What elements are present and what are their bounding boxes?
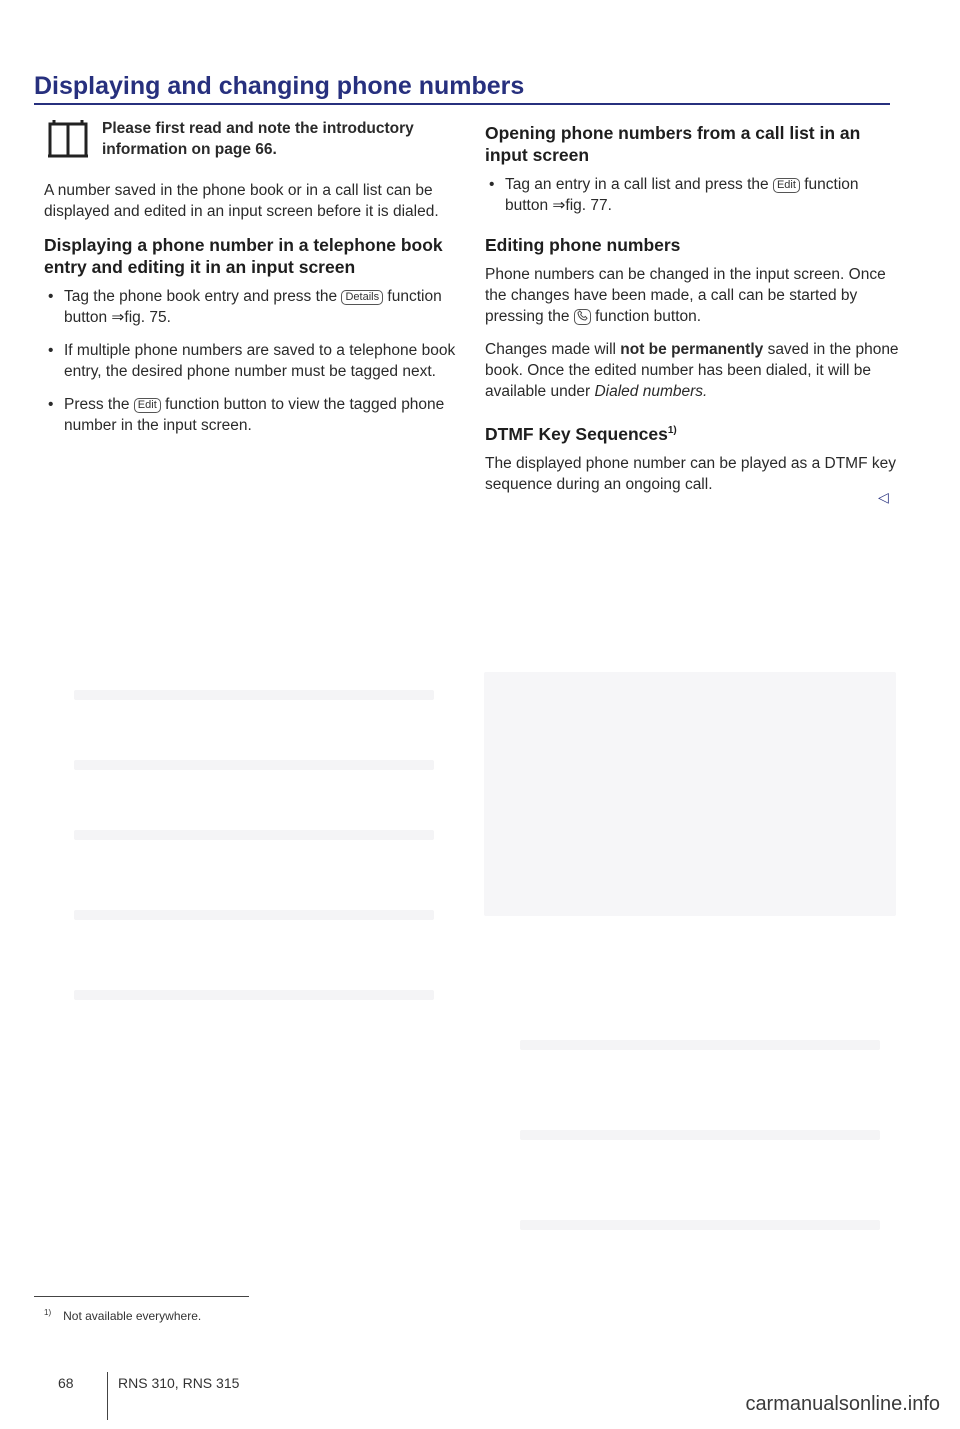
list-item-text: Tag the phone book entry and press the (64, 288, 338, 305)
paragraph (485, 264, 903, 327)
bleed-through-area (74, 690, 434, 700)
bleed-through-area (74, 990, 434, 1000)
note-box (44, 118, 462, 160)
bleed-through-area (520, 1220, 880, 1230)
footnote-text: Not available everywhere. (63, 1309, 202, 1323)
paragraph-text: saved in the phone book. Once the edited number has been dialed, it will be available under (485, 341, 899, 400)
page-title: Displaying and changing phone numbers (34, 72, 525, 100)
edit-key: Edit (134, 398, 161, 413)
list-item (44, 394, 462, 436)
book-icon (44, 120, 92, 160)
paragraph: The displayed phone number can be played as a DTMF key sequence during an ongoing call. (485, 454, 896, 493)
paragraph-text: Changes made will (485, 341, 616, 358)
list-item (485, 174, 903, 216)
list-item-text: function button ⇒fig. 75. (64, 288, 442, 326)
edit-key: Edit (773, 178, 800, 193)
list-item-text: function button to view the tagged phone number in the input screen. (64, 396, 445, 434)
left-column (44, 118, 462, 448)
footnote-ref: 1) (667, 425, 677, 436)
section-heading: Editing phone numbers (485, 235, 681, 255)
list-item-text: If multiple phone numbers are saved to a telephone book entry, the desired phone number must be tagged next. (64, 342, 456, 380)
list-item-text: function button ⇒fig. 77. (505, 176, 859, 214)
bleed-through-area (520, 1130, 880, 1140)
footnote-marker: 1) (44, 1308, 52, 1317)
footnote-rule (34, 1296, 249, 1297)
footnote (44, 1308, 201, 1323)
paragraph (485, 339, 903, 402)
bleed-through-area (74, 830, 434, 840)
section-heading: Opening phone numbers from a call list in an input screen (485, 123, 861, 165)
page-number: 68 (58, 1375, 74, 1391)
end-of-section-icon: ◁ (878, 489, 889, 505)
right-column (485, 118, 903, 507)
phone-icon (574, 309, 591, 325)
bleed-through-area (74, 760, 434, 770)
list-item (44, 286, 462, 328)
section-heading (485, 420, 903, 445)
heading-text: DTMF Key Sequences (485, 423, 668, 444)
paragraph-emphasis: not be permanently (620, 341, 764, 358)
footer-separator (107, 1372, 108, 1420)
title-rule (34, 103, 890, 105)
bleed-through-area (74, 910, 434, 920)
section-heading: Displaying a phone number in a telephone book entry and editing it in an input screen (44, 235, 443, 277)
details-key: Details (341, 290, 383, 305)
paragraph-text: function button. (595, 308, 702, 325)
note-text: Please first read and note the introductory information on page 66. (102, 120, 414, 158)
paragraph-menu-name: Dialed numbers. (594, 383, 708, 400)
list-item (44, 340, 462, 382)
bleed-through-area (484, 672, 896, 916)
watermark: carmanualsonline.info (745, 1393, 940, 1415)
list-item-text: Tag an entry in a call list and press the (505, 176, 769, 193)
bleed-through-area (520, 1040, 880, 1050)
footer-model: RNS 310, RNS 315 (118, 1375, 240, 1391)
paragraph-text: Phone numbers can be changed in the input screen. Once the changes have been made, a call can be started by pressing the (485, 266, 886, 325)
list-item-text: Press the (64, 396, 130, 413)
intro-paragraph: A number saved in the phone book or in a call list can be displayed and edited in an input screen before it is dialed. (44, 182, 439, 220)
